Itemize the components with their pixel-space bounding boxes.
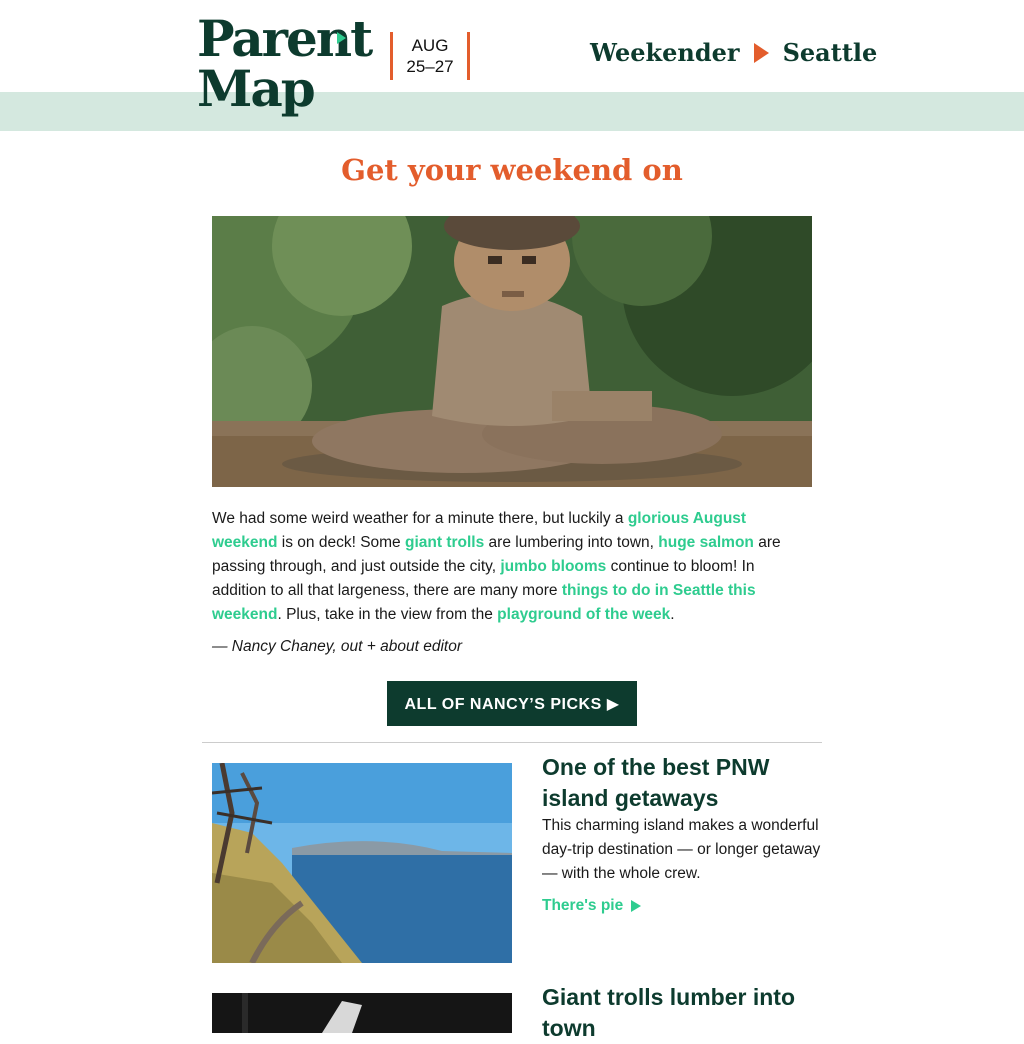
troll-sculpture-illustration [212, 216, 812, 487]
trolls-thumbnail-illustration [212, 993, 512, 1033]
header-band [0, 92, 1024, 131]
article-thumbnail-island[interactable] [212, 763, 512, 963]
article-thumbnail-trolls[interactable] [212, 993, 512, 1033]
article-title[interactable]: One of the best PNW island getaways [542, 754, 770, 811]
link-playground-of-the-week[interactable]: playground of the week [497, 606, 671, 623]
date-month: AUG [411, 36, 449, 55]
link-things-to-do[interactable]: things to do in Seattle this weekend [212, 582, 756, 623]
play-arrow-icon [754, 43, 769, 63]
intro-text: are passing through, and just outside the city, [212, 534, 781, 575]
link-glorious-august-weekend[interactable]: glorious August weekend [212, 510, 747, 551]
newsletter-city: Seattle [782, 38, 878, 67]
logo-word-map: Map [197, 59, 314, 118]
newsletter-title [590, 38, 877, 67]
intro-text: continue to bloom! In addition to all that largeness, there are many more [212, 558, 755, 599]
author-byline: — Nancy Chaney, out + about editor [212, 638, 463, 655]
play-arrow-icon [631, 900, 641, 912]
parentmap-logo[interactable] [197, 9, 372, 118]
logo-play-icon [337, 32, 346, 44]
island-coast-illustration [212, 763, 512, 963]
date-range: 25–27 [406, 57, 454, 76]
link-giant-trolls[interactable]: giant trolls [405, 534, 485, 551]
page-headline: Get your weekend on [341, 153, 683, 187]
article-link-theres-pie[interactable] [542, 897, 641, 915]
intro-text: . [670, 606, 675, 623]
intro-paragraph [212, 507, 802, 627]
article-description: This charming island makes a wonderful day-trip destination — or longer getaway — with the whole crew. [542, 817, 821, 882]
intro-text: is on deck! Some [277, 534, 405, 551]
article-title[interactable]: Giant trolls lumber into town [542, 984, 796, 1041]
issue-date [390, 32, 470, 80]
intro-text: We had some weird weather for a minute there, but luckily a [212, 510, 628, 527]
newsletter-name: Weekender [590, 38, 740, 67]
all-picks-button[interactable]: ALL OF NANCY’S PICKS ▶ [387, 681, 637, 726]
article-link-label: There's pie [542, 897, 624, 914]
hero-image-troll[interactable] [212, 216, 812, 487]
link-jumbo-blooms[interactable]: jumbo blooms [500, 558, 607, 575]
intro-text: . Plus, take in the view from the [277, 606, 498, 623]
logo-word-parent: Parent [197, 9, 372, 68]
link-huge-salmon[interactable]: huge salmon [658, 534, 754, 551]
section-divider [202, 742, 822, 743]
intro-text: are lumbering into town, [484, 534, 659, 551]
